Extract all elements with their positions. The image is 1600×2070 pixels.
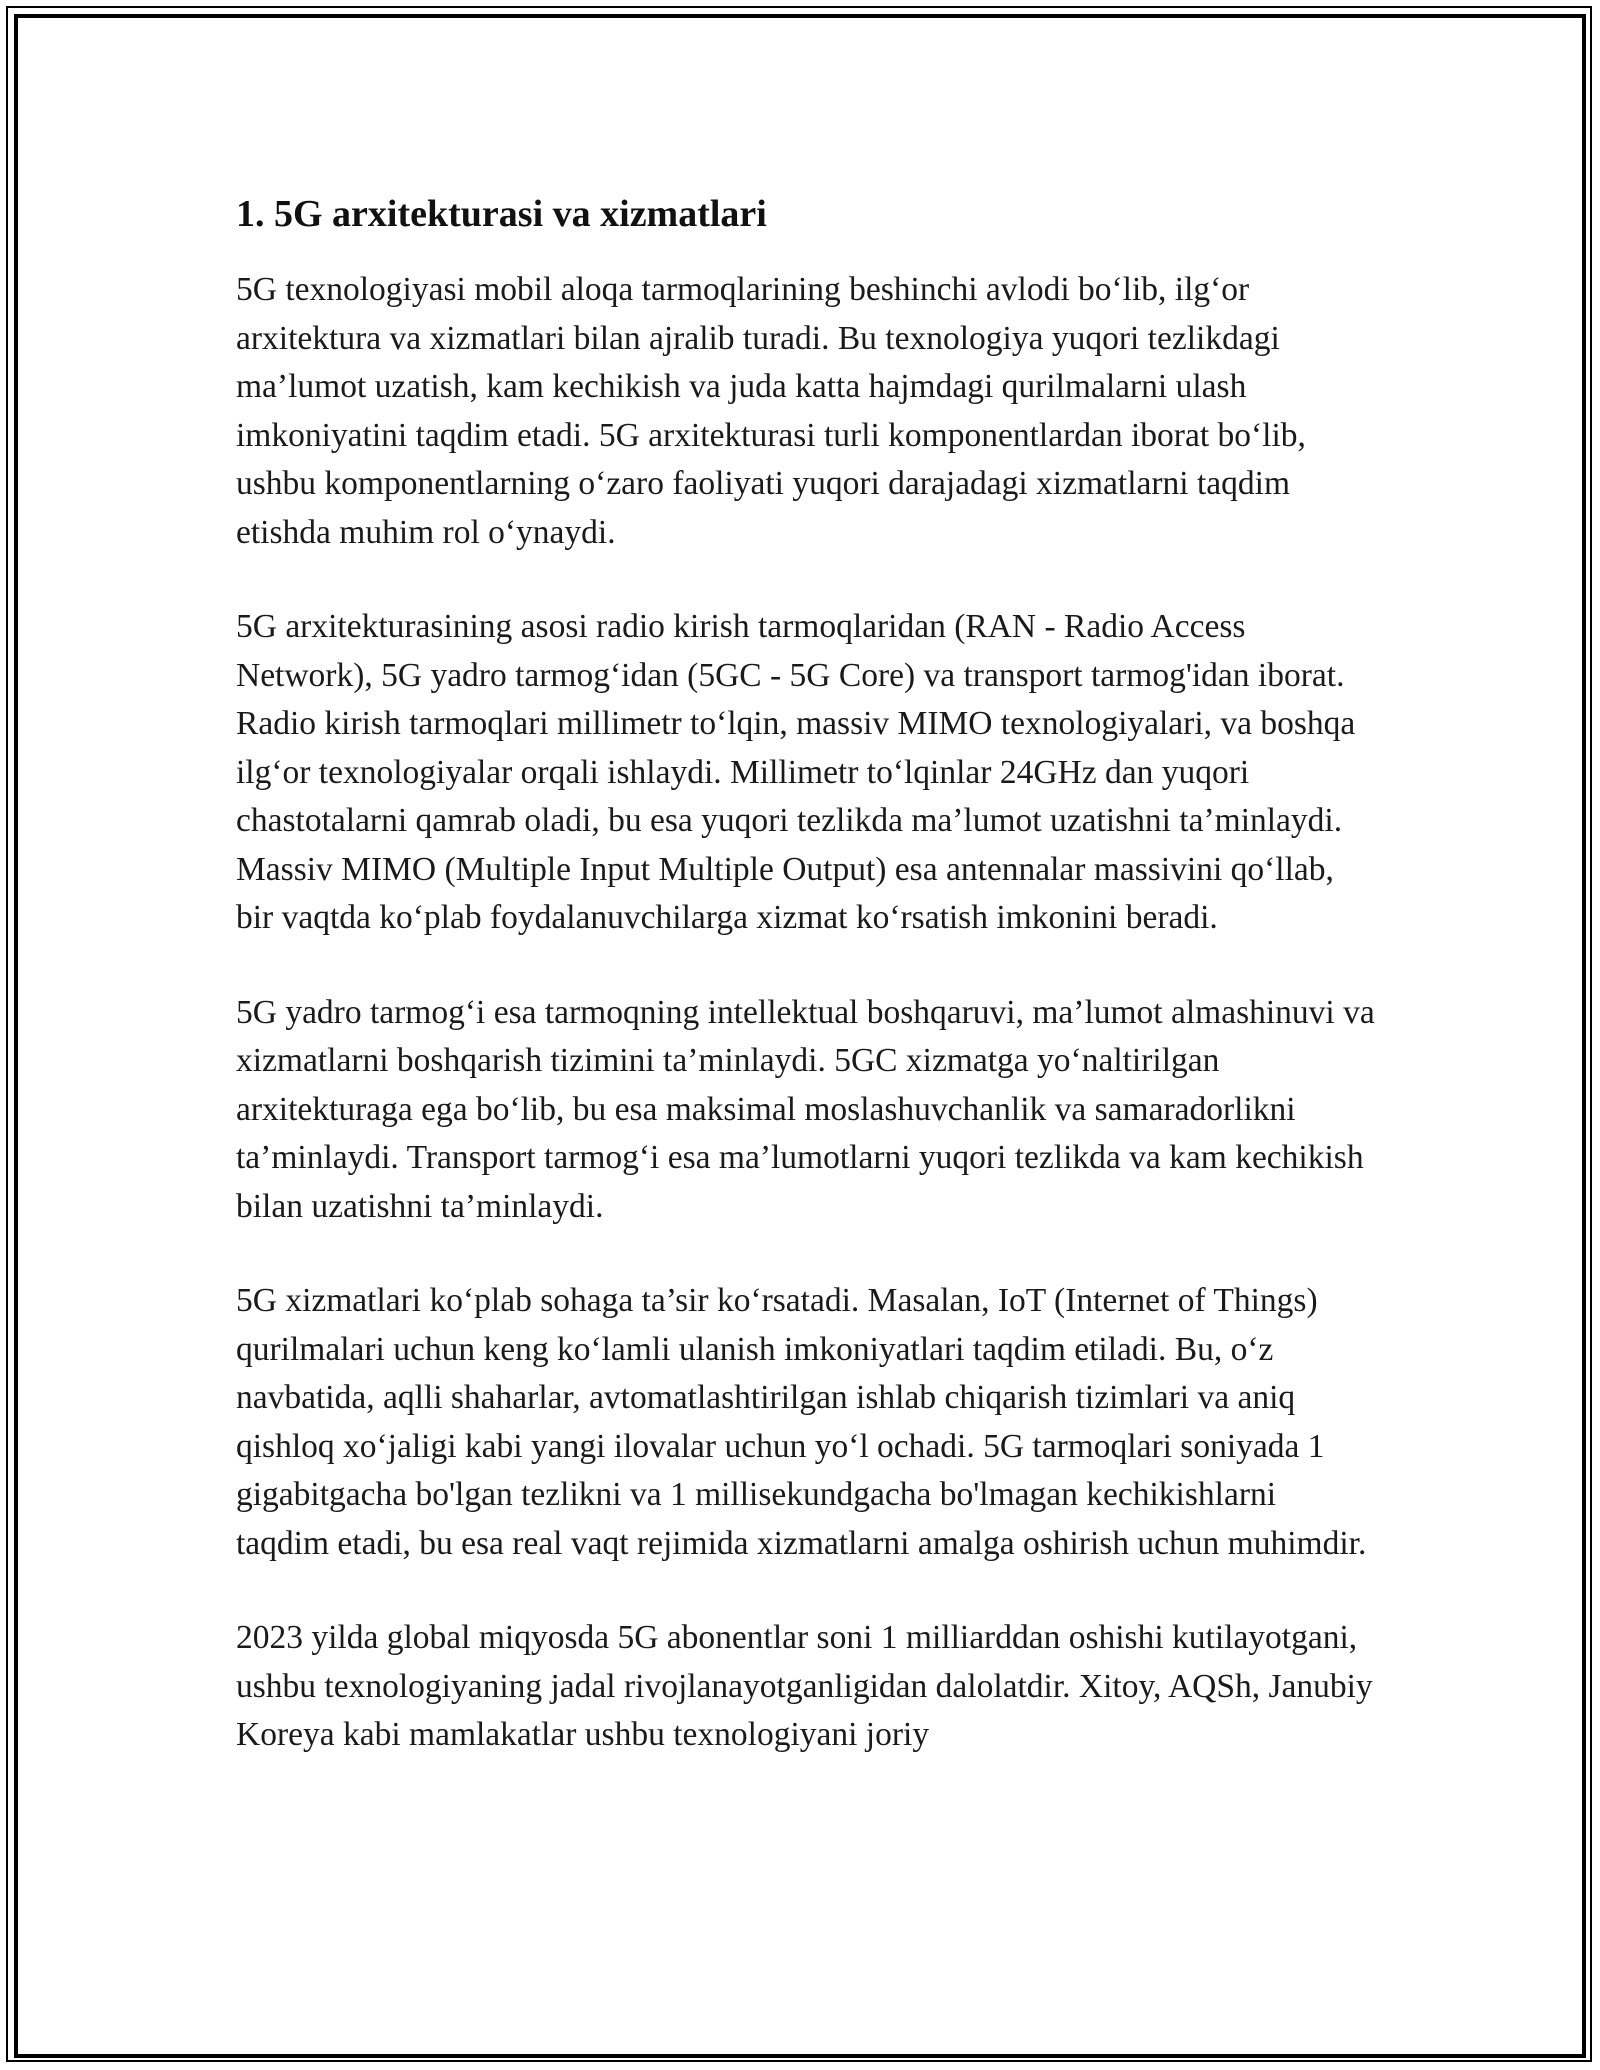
- paragraph-intro: 5G texnologiyasi mobil aloqa tarmoqlarining beshinchi avlodi bo‘lib, ilg‘or arxitektura va xizmatlari bilan ajralib turadi. Bu texnologiya yuqori tezlikdagi ma’lumot uzatish, kam kechikish va juda katta hajmdagi qurilmalarni ulash imkoniyatini taqdim etadi. 5G arxitekturasi turli komponentlardan iborat bo‘lib, ushbu komponentlarning o‘zaro faoliyati yuqori darajadagi xizmatlarni taqdim etishda muhim rol o‘ynaydi.: [236, 271, 1306, 551]
- paragraph-architecture: 5G arxitekturasining asosi radio kirish tarmoqlaridan (RAN - Radio Access Network), 5G yadro tarmog‘idan (5GC - 5G Core) va transport tarmog'idan iborat. Radio kirish tarmoqlari millimetr to‘lqin, massiv MIMO texnologiyalari, va boshqa ilg‘or texnologiyalar orqali ishlaydi. Millimetr to‘lqinlar 24GHz dan yuqori chastotalarni qamrab oladi, bu esa yuqori tezlikda ma’lumot uzatishni ta’minlaydi. Massiv MIMO (Multiple Input Multiple Output) esa antennalar massivini qo‘llab, bir vaqtda ko‘plab foydalanuvchilarga xizmat ko‘rsatish imkonini beradi.: [236, 608, 1356, 936]
- paragraph-core-network: 5G yadro tarmog‘i esa tarmoqning intellektual boshqaruvi, ma’lumot almashinuvi va xizmatlarni boshqarish tizimini ta’minlaydi. 5GC xizmatga yo‘naltirilgan arxitekturaga ega bo‘lib, bu esa maksimal moslashuvchanlik va samaradorlikni ta’minlaydi. Transport tarmog‘i esa ma’lumotlarni yuqori tezlikda va kam kechikish bilan uzatishni ta’minlaydi.: [236, 993, 1375, 1225]
- paragraph-subscribers: 2023 yilda global miqyosda 5G abonentlar soni 1 milliarddan oshishi kutilayotgani, ushbu texnologiyaning jadal rivojlanayotganligidan dalolatdir. Xitoy, AQSh, Janubiy Koreya kabi mamlakatlar ushbu texnologiyani joriy: [236, 1619, 1373, 1753]
- document-body: [236, 188, 1376, 1806]
- paragraph-services: 5G xizmatlari ko‘plab sohaga ta’sir ko‘rsatadi. Masalan, IoT (Internet of Things) qurilmalari uchun keng ko‘lamli ulanish imkoniyatlari taqdim etiladi. Bu, o‘z navbatida, aqlli shaharlar, avtomatlashtirilgan ishlab chiqarish tizimlari va aniq qishloq xo‘jaligi kabi yangi ilovalar uchun yo‘l ochadi. 5G tarmoqlari soniyada 1 gigabitgacha bo'lgan tezlikni va 1 millisekundgacha bo'lmagan kechikishlarni taqdim etadi, bu esa real vaqt rejimida xizmatlarni amalga oshirish uchun muhimdir.: [236, 1282, 1367, 1562]
- section-heading: 1. 5G arxitekturasi va xizmatlari: [236, 193, 767, 235]
